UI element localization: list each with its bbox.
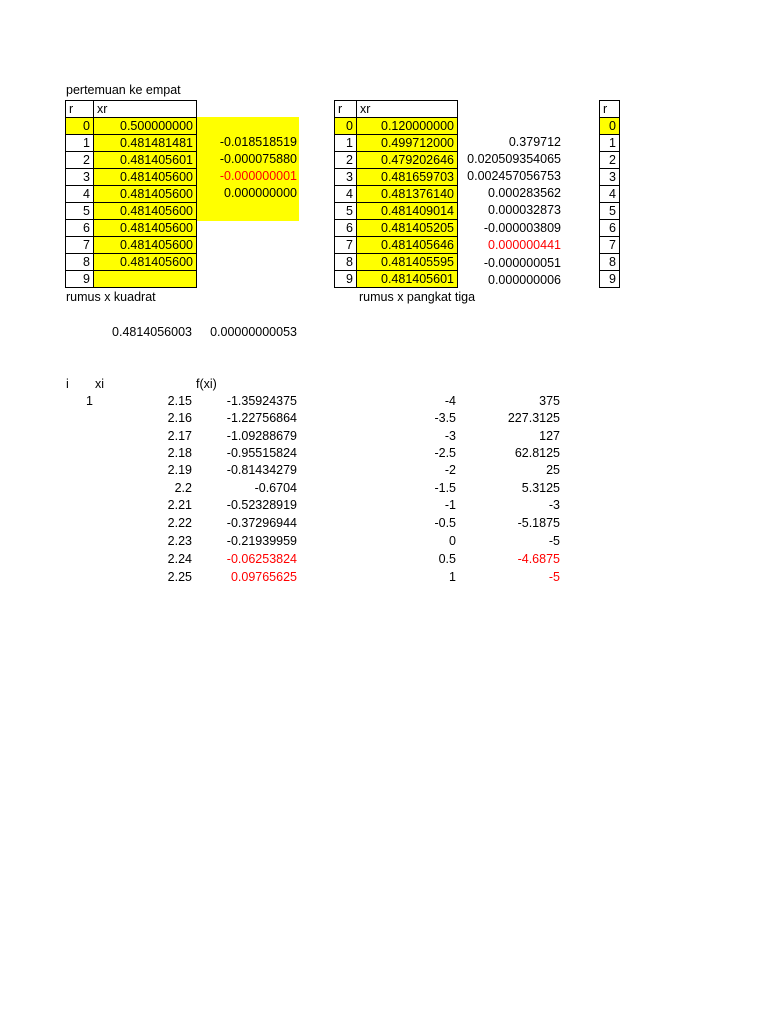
error-cell[interactable]: -0.000000051 (483, 256, 561, 270)
table-row (66, 152, 197, 169)
cell-xr[interactable]: 0.481405600 (94, 186, 197, 203)
table-header-row (335, 101, 458, 118)
table-row (600, 118, 620, 135)
error-cell[interactable]: 0.000000441 (488, 238, 561, 252)
cell-fxi[interactable]: -0.52328919 (226, 498, 297, 512)
cell-r[interactable]: 2 (66, 152, 94, 169)
cell-xr[interactable]: 0.120000000 (357, 118, 458, 135)
cell-r[interactable]: 1 (600, 135, 620, 152)
table-row (66, 254, 197, 271)
cell-xr[interactable]: 0.481376140 (357, 186, 458, 203)
header-xr[interactable]: xr (94, 101, 197, 118)
cell-x[interactable]: -1 (444, 498, 456, 512)
cell-fx[interactable]: -4.6875 (517, 552, 560, 566)
cell-xr[interactable]: 0.481405600 (94, 237, 197, 254)
table-row (66, 135, 197, 152)
cell-xi[interactable]: 2.18 (167, 446, 192, 460)
cell-fx[interactable]: -3 (548, 498, 560, 512)
header-i[interactable]: i (66, 377, 69, 391)
cell-fxi[interactable]: -0.37296944 (226, 516, 297, 530)
cell-r[interactable]: 7 (600, 237, 620, 254)
cell-r[interactable]: 3 (335, 169, 357, 186)
cell-fx[interactable]: 227.3125 (507, 411, 560, 425)
result-value-1[interactable]: 0.4814056003 (112, 325, 192, 339)
cell-xr[interactable]: 0.481405601 (357, 271, 458, 288)
cell-xi[interactable]: 2.25 (167, 570, 192, 584)
error-cell[interactable]: -0.000000001 (219, 169, 297, 183)
cell-xr[interactable]: 0.481405600 (94, 220, 197, 237)
table-row (335, 186, 458, 203)
cell-r[interactable]: 3 (66, 169, 94, 186)
cell-xr[interactable]: 0.481481481 (94, 135, 197, 152)
cell-fx[interactable]: 5.3125 (521, 481, 560, 495)
cell-fxi[interactable]: -0.81434279 (226, 463, 297, 477)
cell-r[interactable]: 2 (335, 152, 357, 169)
table-row (600, 220, 620, 237)
cell-r[interactable]: 9 (600, 271, 620, 288)
table-header-row (600, 101, 620, 118)
cell-x[interactable]: -3 (444, 429, 456, 443)
cell-xi[interactable]: 2.2 (174, 481, 192, 495)
cell-x[interactable]: -2 (444, 463, 456, 477)
cell-r[interactable]: 0 (66, 118, 94, 135)
cell-fxi[interactable]: -1.35924375 (226, 394, 297, 408)
cell-r[interactable]: 0 (600, 118, 620, 135)
table-row (335, 237, 458, 254)
header-r[interactable]: r (66, 101, 94, 118)
iteration-table-square (65, 100, 197, 288)
table-row (66, 237, 197, 254)
cell-fx[interactable]: 62.8125 (514, 446, 560, 460)
cell-r[interactable]: 7 (66, 237, 94, 254)
table-row (600, 254, 620, 271)
header-r[interactable]: r (600, 101, 620, 118)
cell-r[interactable]: 6 (600, 220, 620, 237)
cell-fxi[interactable]: -0.6704 (254, 481, 297, 495)
table-row (66, 118, 197, 135)
error-cell[interactable]: 0.000283562 (488, 186, 561, 200)
cell-x[interactable]: -1.5 (434, 481, 456, 495)
table-row (600, 169, 620, 186)
cell-r[interactable]: 5 (335, 203, 357, 220)
error-cell[interactable]: -0.000003809 (483, 221, 561, 235)
cell-r[interactable]: 4 (600, 186, 620, 203)
cell-xi[interactable]: 2.22 (167, 516, 192, 530)
cell-x[interactable]: 0.5 (438, 552, 456, 566)
cell-fxi[interactable]: -0.06253824 (226, 552, 297, 566)
error-cell[interactable]: 0.002457056753 (467, 169, 561, 183)
cell-r[interactable]: 7 (335, 237, 357, 254)
index-table (599, 100, 620, 288)
cell-xi[interactable]: 2.15 (167, 394, 192, 408)
cell-xi[interactable]: 2.24 (167, 552, 192, 566)
cell-r[interactable]: 9 (66, 271, 94, 288)
error-cell[interactable]: -0.018518519 (219, 135, 297, 149)
cell-r[interactable]: 5 (66, 203, 94, 220)
cell-fx[interactable]: -5 (548, 534, 560, 548)
cell-r[interactable]: 0 (335, 118, 357, 135)
cell-xr[interactable]: 0.481405600 (94, 203, 197, 220)
header-xr[interactable]: xr (357, 101, 458, 118)
cell-fxi[interactable]: -0.21939959 (226, 534, 297, 548)
cell-fxi[interactable]: -1.09288679 (226, 429, 297, 443)
caption-cube: rumus x pangkat tiga (359, 290, 476, 304)
iteration-table-cube (334, 100, 458, 288)
cell-xr[interactable]: 0.481405595 (357, 254, 458, 271)
cell-r[interactable]: 1 (66, 135, 94, 152)
cell-xr[interactable]: 0.479202646 (357, 152, 458, 169)
cell-r[interactable]: 8 (66, 254, 94, 271)
header-fxi[interactable]: f(xi) (196, 377, 217, 391)
cell-fxi[interactable]: -1.22756864 (226, 411, 297, 425)
cell-r[interactable]: 2 (600, 152, 620, 169)
cell-xr[interactable]: 0.499712000 (357, 135, 458, 152)
table-row (600, 152, 620, 169)
cell-r[interactable]: 4 (335, 186, 357, 203)
cell-xi[interactable]: 2.21 (167, 498, 192, 512)
cell-xr[interactable]: 0.481405646 (357, 237, 458, 254)
error-cell[interactable]: 0.000032873 (488, 203, 561, 217)
table-row (335, 254, 458, 271)
cell-r[interactable]: 4 (66, 186, 94, 203)
error-cell[interactable]: 0.000000006 (488, 273, 561, 287)
table-row (66, 220, 197, 237)
caption-square: rumus x kuadrat (66, 290, 156, 304)
cell-r[interactable]: 6 (335, 220, 357, 237)
table-header-row (66, 101, 197, 118)
error-cell[interactable]: 0.020509354065 (467, 152, 561, 166)
cell-r[interactable]: 1 (335, 135, 357, 152)
cell-x[interactable]: -4 (444, 394, 456, 408)
cell-fx[interactable]: -5 (548, 570, 560, 584)
table-row (335, 271, 458, 288)
cell-xr[interactable]: 0.481405600 (94, 254, 197, 271)
cell-xr[interactable] (94, 271, 197, 288)
cell-xr[interactable]: 0.481405601 (94, 152, 197, 169)
table-row (335, 135, 458, 152)
cell-r[interactable]: 6 (66, 220, 94, 237)
table-row (335, 203, 458, 220)
table-row (66, 203, 197, 220)
cell-fx[interactable]: 25 (546, 463, 560, 477)
cell-x[interactable]: -0.5 (434, 516, 456, 530)
table-row (335, 118, 458, 135)
table-row (335, 152, 458, 169)
header-r[interactable]: r (335, 101, 357, 118)
cell-r[interactable]: 3 (600, 169, 620, 186)
cell-x[interactable]: -3.5 (434, 411, 456, 425)
cell-xr[interactable]: 0.500000000 (94, 118, 197, 135)
table-row (600, 237, 620, 254)
error-cell[interactable]: 0.000000000 (224, 186, 297, 200)
table-row (335, 169, 458, 186)
cell-fx[interactable]: -5.1875 (517, 516, 560, 530)
cell-xi[interactable]: 2.19 (167, 463, 192, 477)
table-row (66, 271, 197, 288)
table-row (600, 135, 620, 152)
header-xi[interactable]: xi (95, 377, 105, 391)
cell-x[interactable]: 0 (449, 534, 456, 548)
cell-x[interactable]: -2.5 (434, 446, 456, 460)
cell-fx[interactable]: 127 (539, 429, 560, 443)
cell-xi[interactable]: 2.16 (167, 411, 192, 425)
table-row (600, 203, 620, 220)
table-row (600, 271, 620, 288)
table-row (335, 220, 458, 237)
error-cell[interactable]: -0.000075880 (219, 152, 297, 166)
cell-xr[interactable]: 0.481405205 (357, 220, 458, 237)
cell-r[interactable]: 8 (600, 254, 620, 271)
cell-xi[interactable]: 2.23 (167, 534, 192, 548)
cell-r[interactable]: 8 (335, 254, 357, 271)
cell-fxi[interactable]: -0.95515824 (226, 446, 297, 460)
table-row (66, 186, 197, 203)
table-row (600, 186, 620, 203)
cell-xi[interactable]: 2.17 (167, 429, 192, 443)
cell-xr[interactable]: 0.481409014 (357, 203, 458, 220)
cell-r[interactable]: 9 (335, 271, 357, 288)
cell-fx[interactable]: 375 (539, 394, 560, 408)
cell-xr[interactable]: 0.481405600 (94, 169, 197, 186)
result-value-2[interactable]: 0.00000000053 (210, 325, 297, 339)
sheet-title: pertemuan ke empat (66, 83, 181, 97)
cell-xr[interactable]: 0.481659703 (357, 169, 458, 186)
table-row (66, 169, 197, 186)
cell-fxi[interactable]: 0.09765625 (230, 570, 297, 584)
cell-x[interactable]: 1 (449, 570, 456, 584)
cell-i[interactable]: 1 (86, 394, 93, 408)
cell-r[interactable]: 5 (600, 203, 620, 220)
error-cell[interactable]: 0.379712 (508, 135, 561, 149)
